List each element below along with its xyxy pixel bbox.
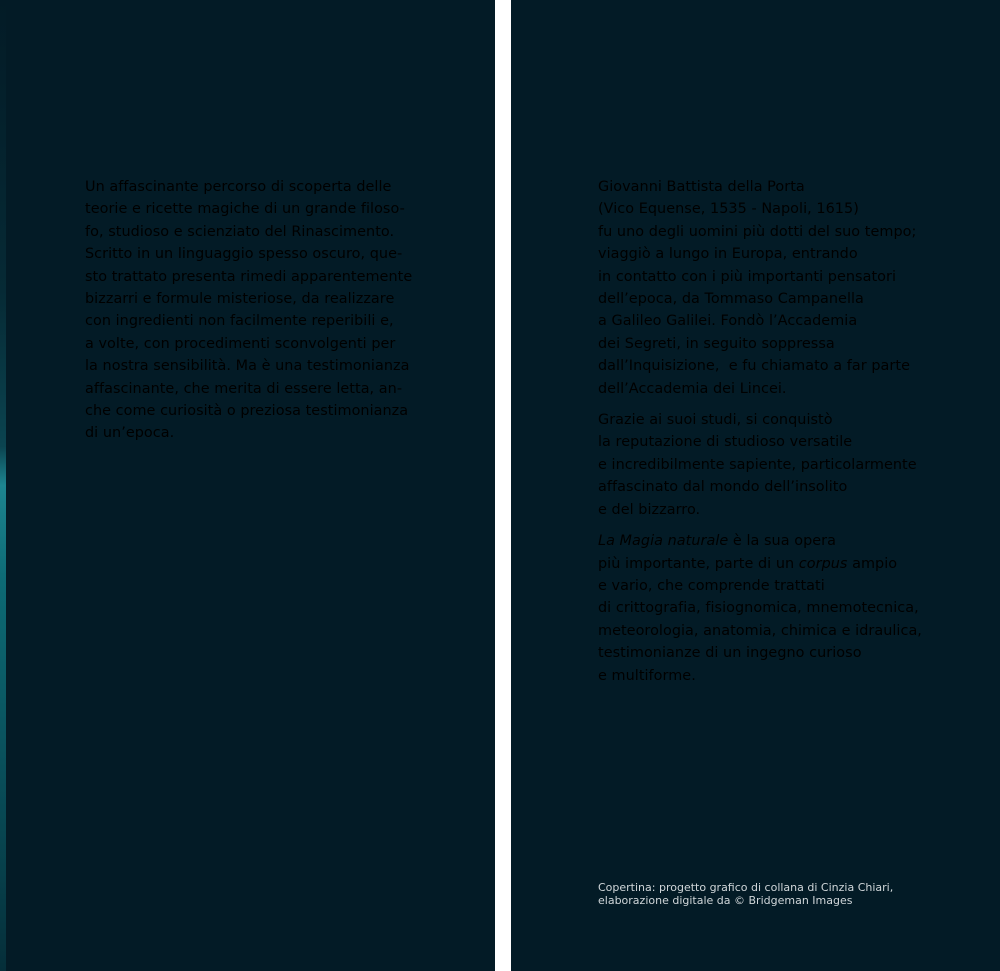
studies-line: e del bizzarro. bbox=[598, 501, 701, 518]
description-line: sto trattato presenta rimedi apparentemente bbox=[85, 268, 413, 285]
work-title-suffix: è la sua opera bbox=[728, 533, 836, 550]
work-line bbox=[598, 530, 922, 552]
bio-line: dell’Accademia dei Lincei. bbox=[598, 380, 787, 397]
work-line-suffix: ampio bbox=[847, 555, 898, 572]
work-line: meteorologia, anatomia, chimica e idraulica, bbox=[598, 622, 922, 639]
book-description bbox=[85, 176, 412, 445]
credit-line: Copertina: progetto grafico di collana di Cinzia Chiari, bbox=[598, 881, 894, 894]
work-line: di crittografia, fisiognomica, mnemotecnica, bbox=[598, 600, 919, 617]
description-line: di un’epoca. bbox=[85, 425, 175, 442]
description-line: teorie e ricette magiche di un grande filoso- bbox=[85, 201, 405, 218]
bio-line: dei Segreti, in seguito soppressa bbox=[598, 335, 835, 352]
bio-line: (Vico Equense, 1535 - Napoli, 1615) bbox=[598, 201, 859, 218]
work-line: testimonianze di un ingegno curioso bbox=[598, 645, 862, 662]
work-line: e vario, che comprende trattati bbox=[598, 577, 825, 594]
cover-image-edge bbox=[0, 0, 6, 971]
studies-line: e incredibilmente sapiente, particolarmente bbox=[598, 456, 917, 473]
credit-line: elaborazione digitale da © Bridgeman Images bbox=[598, 894, 853, 907]
description-line: Scritto in un linguaggio spesso oscuro, que- bbox=[85, 246, 403, 263]
work-title: La Magia naturale bbox=[598, 533, 729, 550]
bio-line: in contatto con i più importanti pensatori bbox=[598, 268, 897, 285]
description-line: Un affascinante percorso di scoperta delle bbox=[85, 179, 392, 195]
author-name: Giovanni Battista della Porta bbox=[598, 179, 805, 195]
description-line: a volte, con procedimenti sconvolgenti per bbox=[85, 335, 396, 352]
studies-line: Grazie ai suoi studi, si conquistò bbox=[598, 412, 833, 429]
work-line: e multiforme. bbox=[598, 667, 696, 684]
studies-line: affascinato dal mondo dell’insolito bbox=[598, 479, 848, 496]
description-line: la nostra sensibilità. Ma è una testimonianza bbox=[85, 358, 410, 375]
description-line: con ingredienti non facilmente reperibili e, bbox=[85, 313, 394, 330]
bio-line: fu uno degli uomini più dotti del suo tempo; bbox=[598, 223, 917, 240]
author-bio bbox=[598, 176, 922, 687]
work-line bbox=[598, 553, 922, 575]
description-line: bizzarri e formule misteriose, da realizzare bbox=[85, 291, 395, 308]
bio-line: dall’Inquisizione, e fu chiamato a far parte bbox=[598, 358, 910, 375]
corpus-word: corpus bbox=[798, 555, 848, 572]
description-line: che come curiosità o preziosa testimonianza bbox=[85, 403, 409, 420]
left-flap-panel bbox=[0, 0, 495, 971]
work-line-prefix: più importante, parte di un bbox=[598, 555, 799, 572]
bio-line: a Galileo Galilei. Fondò l’Accademia bbox=[598, 313, 858, 330]
description-line: affascinante, che merita di essere letta, an- bbox=[85, 380, 403, 397]
cover-credits bbox=[598, 881, 893, 907]
bio-line: viaggiò a lungo in Europa, entrando bbox=[598, 246, 858, 263]
description-line: fo, studioso e scienziato del Rinascimento. bbox=[85, 223, 395, 240]
studies-line: la reputazione di studioso versatile bbox=[598, 434, 853, 451]
bio-line: dell’epoca, da Tommaso Campanella bbox=[598, 291, 864, 308]
